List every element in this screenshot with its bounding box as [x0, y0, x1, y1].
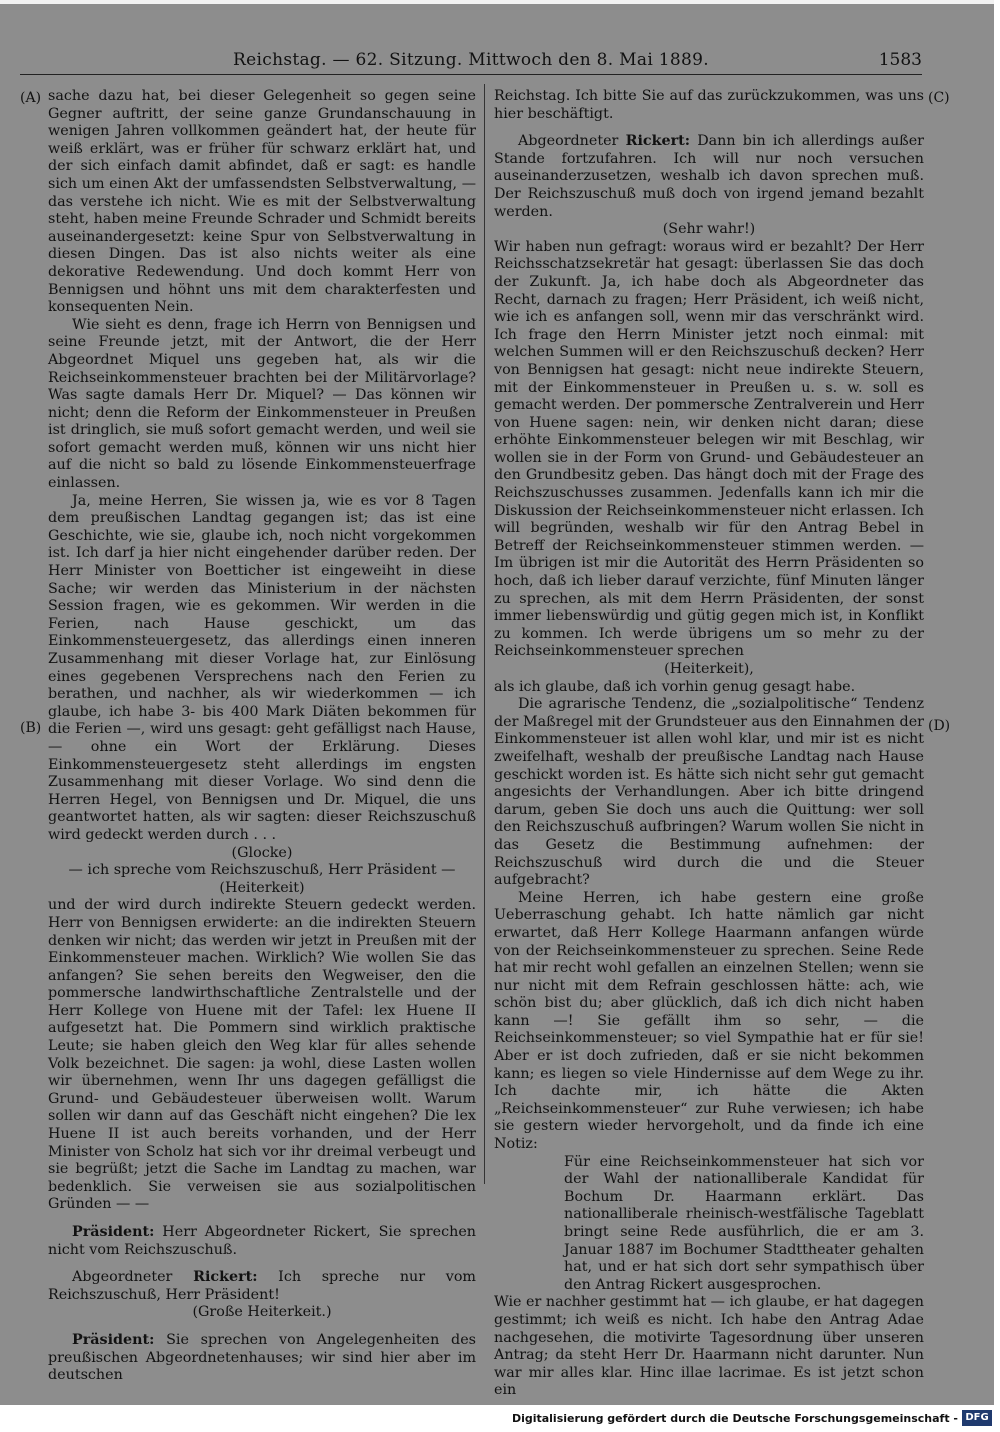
margin-marker-a: (A) [20, 90, 42, 106]
speaker-paragraph [494, 133, 924, 221]
speaker-paragraph [48, 1224, 476, 1259]
running-title: Reichstag. — 62. Sitzung. Mittwoch den 8. Mai 1889. [233, 50, 709, 70]
interjection: (Heiterkeit) [219, 879, 305, 896]
paragraph: Reichstag. Ich bitte Sie auf das zurückzukommen, was uns hier beschäftigt. [494, 88, 924, 122]
block-quote: Für eine Reichseinkommensteuer hat sich vor der Wahl der nationalliberale Kandidat für Bochum Dr. Haarmann erklärt. Das nationalliberale rheinisch-westfälische Tageblatt bringt seine Rede ausführlich, die er am 3. Januar 1887 im Bochumer Stadttheater gehalten hat, und er hat sich dort sehr sympathisch über den Antrag Rickert ausgesprochen. [564, 1153, 924, 1293]
speech-line: — ich spreche vom Reichszuschuß, Herr Präsident — [68, 862, 456, 879]
dfg-logo: DFG [962, 1410, 992, 1426]
speaker-name: Rickert: [625, 133, 691, 150]
paragraph: Ja, meine Herren, Sie wissen ja, wie es vor 8 Tagen dem preußischen Landtag gegangen ist; das ist eine Geschichte, wie sie, glaube ich, noch nicht vorgekommen ist. Ich darf ja hier nicht eingehender darüber reden. Der Herr Minister von Boetticher ist eingeweiht in diese Sache; wir werden das Ministerium in der nächsten Session fragen, wie es gekommen. Wir werden in die Ferien, nach Hause geschickt, um das Einkommensteuergesetz, das allerdings einen inneren Zusammenhang mit dieser Vorlage hat, zur Einlösung eines gegebenen Versprechens nach den Ferien zu berathen, und nachher, als wir wiederkommen — ich glaube, ich habe 3- bis 400 Mark Diäten bekommen für die Ferien —, wird uns gesagt: geht gefälligst nach Hause, — ohne ein Wort der Erklärung. Dieses Einkommensteuergesetz steht allerdings im engsten Zusammenhang mit dieser Vorlage. Wo sind denn die Herren Hegel, von Bennigsen und Dr. Miquel, die uns geantwortet hatten, als wir sagten: dieser Reichszuschuß wird gedeckt werden durch . . . [48, 492, 476, 843]
left-column [48, 88, 476, 1385]
speech-text: Sie sprechen von Angelegenheiten des preußischen Abgeordnetenhauses; wir sind hier aber im deutschen [48, 1331, 476, 1384]
speaker-paragraph [48, 1332, 476, 1385]
paragraph: Die agrarische Tendenz, die „sozialpolitische“ Tendenz der Maßregel mit der Grundsteuer aus den Einnahmen der Einkommensteuer ist allen wohl klar, und mir ist es nicht zweifelhaft, weshalb der preußische Landtag nach Hause geschickt worden ist. Es hätte sich nicht sehr gut gemacht angesichts der Verhandlungen. Aber ich bitte dringend darum, geben Sie doch uns auch die Quittung: wer soll den Reichszuschuß aufbringen? Warum wollen Sie nicht in das Gesetz die Bestimmung aufnehmen: der Reichszuschuß wird durch die und die Steuer aufgebracht? [494, 696, 924, 889]
page-number: 1583 [878, 50, 922, 70]
speaker-name: Präsident: [72, 1331, 155, 1348]
margin-marker-d: (D) [928, 718, 951, 734]
interjection: (Sehr wahr!) [662, 221, 756, 238]
funding-notice: Digitalisierung gefördert durch die Deutsche Forschungsgemeinschaft - [511, 1412, 958, 1425]
right-edge [994, 0, 1000, 1405]
paragraph: und der wird durch indirekte Steuern gedeckt werden. Herr von Bennigsen erwiderte: an die indirekten Steuern denken wir nicht; das werden wir jetzt in Preußen mit der Einkommensteuer machen. Wirklich? Wie wollen Sie das anfangen? Sie sehen bereits den Wegweiser, den die pommersche landwirthschaftliche Zentralstelle und der Herr Kollege von Huene mit der Tafel: lex Huene II aufgesetzt hat. Die Pommern sind wirklich praktische Leute; sie haben gleich den Weg klar für alles sehende Volk bezeichnet. Die sagen: ja wohl, diese Lasten wollen wir übernehmen, wenn Ihr uns dagegen gefälligst die Grund- und Gebäudesteuer überweisen wollt. Warum sollen wir dann auf das Geschäft nicht eingehen? Die lex Huene II ist auch bereits vorhanden, und der Herr Minister von Scholz hat sich vor ihr dreimal verbeugt und sie begrüßt; jetzt die Sache im Landtag zu machen, war bedenklich. Sie verweisen sie aus sozialpolitischen Gründen — — [48, 897, 476, 1213]
paragraph: Meine Herren, ich habe gestern eine große Ueberraschung gehabt. Ich hatte nämlich gar nicht erwartet, daß Herr Kollege Haarmann anfangen würde von der Reichseinkommensteuer zu sprechen. Seine Rede hat mir recht wohl gefallen an einzelnen Stellen; wenn sie nur nicht mit dem Refrain geschlossen hätte: ach, wie schön bist du; aber glücklich, daß ich dich nicht haben kann —! Sie gefällt ihm so sehr, — die Reichseinkommensteuer; so viel Sympathie hat er für sie! Aber er ist doch zufrieden, daß er sie nicht bekommen kann; es liegen so viele Hindernisse auf dem Wege zu ihr. Ich dachte mir, ich hätte die Akten „Reichseinkommensteuer“ zur Ruhe verwiesen; ich habe sie gestern wieder hervorgeholt, und da finde ich eine Notiz: [494, 889, 924, 1153]
speaker-role: Abgeordneter [518, 133, 626, 150]
interjection: (Glocke) [231, 844, 293, 861]
paragraph: als ich glaube, daß ich vorhin genug gesagt habe. [494, 678, 856, 695]
paragraph: Wie sieht es denn, frage ich Herrn von Bennigsen und seine Freunde jetzt, mit der Antwort, die der Herr Abgeordnet Miquel uns gegeben hat, als wir die Reichseinkommensteuer brachten bei der Militärvorlage? Was sagte damals Herr Dr. Miquel? — Das können wir nicht; denn die Reform der Einkommensteuer in Preußen ist dringlich, sie muß sofort gemacht werden, und weil sie sofort gemacht werden muß, können wir uns nicht hier auf die nicht so bald zu lösende Einkommensteuerfrage einlassen. [48, 316, 476, 492]
speaker-paragraph [48, 1269, 476, 1304]
paragraph: Wie er nachher gestimmt hat — ich glaube, er hat dagegen gestimmt; ich weiß es nicht. Ich habe den Antrag Adae nachgesehen, die motivirte Tagesordnung über unseren Antrag; da steht Herr Dr. Haarmann nicht darunter. Nun war mir alles klar. Hinc illae lacrimae. Es ist jetzt schon ein [494, 1294, 924, 1399]
footer-bar [0, 1405, 1000, 1432]
speaker-name: Präsident: [72, 1224, 155, 1240]
top-edge [0, 0, 1000, 4]
interjection: (Heiterkeit), [664, 661, 754, 677]
speaker-name: Rickert: [193, 1269, 258, 1286]
right-column [494, 88, 924, 1400]
speaker-role: Abgeordneter [72, 1269, 194, 1286]
margin-marker-c: (C) [928, 90, 950, 106]
paragraph: Wir haben nun gefragt: woraus wird er bezahlt? Der Herr Reichsschatzsekretär hat gesagt: überlassen Sie das doch der Zukunft. Ja, ich habe doch als Abgeordneter das Recht, darnach zu fragen; Herr Präsident, ich weiß nicht, wie ich es anfangen soll, wenn mir das verschränkt wird. Ich frage den Herrn Minister jetzt noch einmal: mit welchen Summen will er den Reichszuschuß decken? Herr von Bennigsen hat gesagt: nicht neue indirekte Steuern, mit der Einkommensteuer in Preußen u. s. w. soll es gemacht werden. Der pommersche Zentralverein und Herr von Huene sagen: nein, wir denken nicht daran; diese erhöhte Einkommensteuer belegen wir mit Beschlag, wir wollen sie in der Form von Grund- und Gebäudesteuer an den Grundbesitz geben. Das hängt doch mit der Frage des Reichszuschusses zusammen. Jedenfalls kann ich mir die Diskussion der Reichseinkommensteuer nicht erlassen. Ich will begründen, weshalb wir für den Antrag Bebel in Betreff der Reichseinkommensteuer stimmen werden. — Im übrigen ist mir die Autorität des Herrn Präsidenten so hoch, daß ich lieber darauf verzichte, fünf Minuten länger zu sprechen, als mit dem Herrn Präsidenten, der sonst immer liebenswürdig und gütig gegen mich ist, in Konflikt zu kommen. Ich werde übrigens um so mehr zu der Reichseinkommensteuer sprechen [494, 238, 924, 660]
column-divider [484, 84, 485, 1184]
page-header [20, 44, 922, 75]
paragraph: sache dazu hat, bei dieser Gelegenheit so gegen seine Gegner auftritt, der seine ganze Grundanschauung in wenigen Jahren vollkommen geändert hat, der heute für weiß erklärt, was er früher für schwarz erklärt hat, und der sich einfach damit abfindet, daß er sagt: es handle sich um einen Akt der umfassendsten Selbstverwaltung, — das verstehe ich nicht. Wie es mit der Selbstverwaltung steht, haben meine Freunde Schrader und Schmidt bereits auseinandergesetzt: keine Spur von Selbstverwaltung in diesen Dingen. Das ist also nichts weiter als eine dekorative Redewendung. Und doch kommt Herr von Bennigsen und höhnt uns mit dem charakterfesten und konsequenten Nein. [48, 88, 476, 316]
margin-marker-b: (B) [20, 720, 42, 736]
speech-text: Dann bin ich allerdings außer Stande fortzufahren. Ich will nur noch versuchen auseinanderzusetzen, weshalb ich davon sprechen muß. Der Reichszuschuß muß doch von irgend jemand bezahlt werden. [494, 133, 924, 220]
interjection: (Große Heiterkeit.) [192, 1304, 332, 1321]
speech-text: Ich spreche nur vom Reichszuschuß, Herr Präsident! [48, 1269, 476, 1303]
speech-text: Herr Abgeordneter Rickert, Sie sprechen nicht vom Reichszuschuß. [48, 1224, 476, 1258]
